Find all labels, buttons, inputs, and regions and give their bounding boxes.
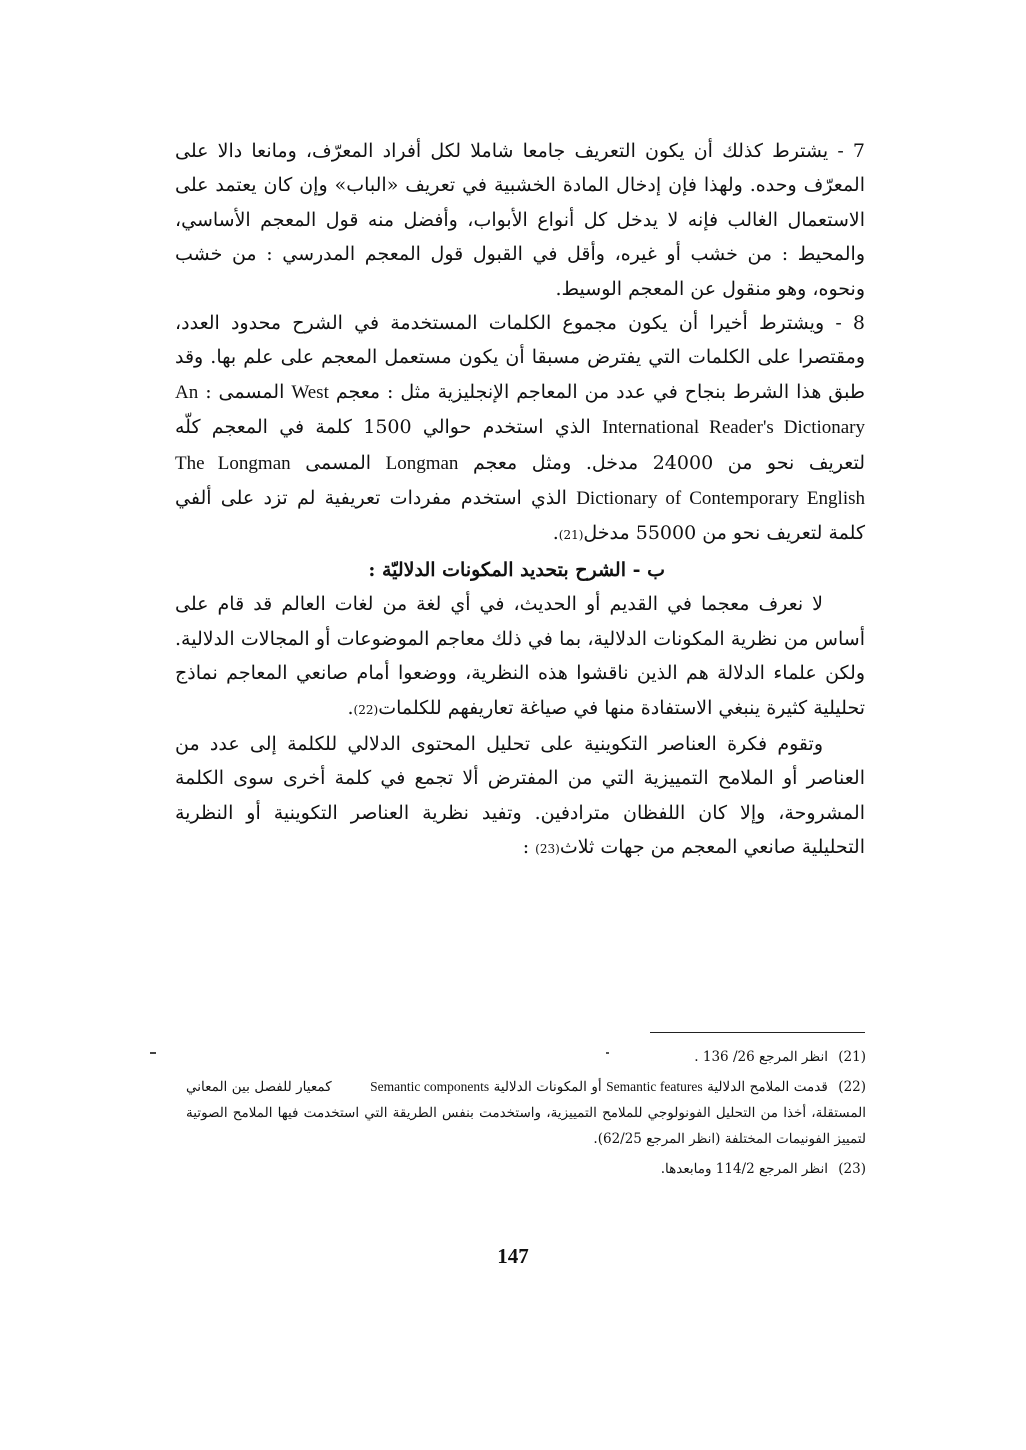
west-dictionary-title: An International Reader's Dictionary — [175, 381, 866, 439]
footnote-22-latin-b: Semantic components — [370, 1079, 490, 1094]
footnote-22-text-a: قدمت الملامح الدلالية — [707, 1079, 828, 1095]
paragraph-b-2-text: وتقوم فكرة العناصر التكوينية على تحليل المحتوى الدلالي للكلمة إلى عدد من العناصر أو الملامح التمييزية التي من المفترض ألا تجمع في كلمة أخرى سوى الكلمة المشروحة، وإلا كان اللفظان مترادفين. وتفيد نظرية العناصر التكوينية أو النظرية التحليلية صانعي المعجم من جهات ثلاث — [175, 732, 865, 859]
footnote-22-text-b: أو المكونات الدلالية — [493, 1079, 602, 1095]
point-8-end: . — [552, 522, 559, 545]
point-8-text-1: 8 - ويشترط أخيرا أن يكون مجموع الكلمات المستخدمة في الشرح محدود العدد، ومقتصرا على الكلمات التي يفترض مسبقا أن يكون مستعمل المعجم على علم بها. وقد طبق هذا الشرط بنجاح في عدد من المعاجم الإنجليزية مثل : معجم — [175, 312, 865, 403]
paragraph-b-2 — [175, 727, 865, 867]
point-8-text-5: الذي استخدم مفردات تعريفية لم تزد على ألفي كلمة لتعريف نحو من 55000 مدخل — [175, 487, 865, 545]
point-8-text-4: المسمى — [305, 451, 372, 474]
longman-dictionary-title: The Longman Dictionary of Contemporary English — [175, 452, 865, 510]
footnote-separator — [650, 1032, 865, 1033]
body-text — [175, 134, 865, 867]
footnote-21-text: انظر المرجع 26/ 136 . — [694, 1049, 828, 1065]
paragraph-b-2-end: : — [522, 836, 536, 859]
footnote-21-number: (21) — [838, 1049, 866, 1065]
footnote-22-latin-a: Semantic features — [606, 1079, 703, 1094]
paragraph-b-1-end: . — [347, 696, 354, 719]
footnote-ref-23: (23) — [535, 842, 560, 857]
page-number: 147 — [497, 1244, 529, 1268]
west-name: West — [291, 381, 329, 403]
point-8-text-3: الذي استخدم حوالي 1500 كلمة في المعجم كلّه لتعريف نحو من 24000 مدخل. ومثل معجم — [175, 416, 865, 474]
footnote-ref-22: (22) — [353, 702, 379, 717]
footnote-23 — [186, 1156, 866, 1182]
footnote-22 — [186, 1074, 866, 1152]
paragraph-b-1 — [175, 587, 865, 727]
footnotes — [186, 1044, 866, 1186]
paragraph-point-8 — [175, 306, 865, 553]
section-heading-b: ب - الشرح بتحديد المكونات الدلاليّة : — [368, 558, 665, 581]
point-8-text-2: المسمى : — [205, 380, 285, 403]
footnote-23-number: (23) — [838, 1161, 866, 1177]
footnote-ref-21: (21) — [558, 528, 584, 543]
footnote-22-number: (22) — [838, 1079, 867, 1095]
paragraph-point-7 — [175, 134, 865, 306]
point-7-text: 7 - يشترط كذلك أن يكون التعريف جامعا شاملا لكل أفراد المعرّف، ومانعا دالا على المعرّف وحده. ولهذا فإن إدخال المادة الخشبية في تعريف «الباب» وإن كان يعتمد على الاستعمال الغالب فإنه لا يدخل كل أنواع الأبواب، وأفضل منه قول المعجم الأساسي، والمحيط : من خشب أو غيره، وأقل في القبول قول المعجم المدرسي : من خشب ونحوه، وهو منقول عن المعجم الوسيط. — [175, 140, 865, 300]
paragraph-b-1-text: لا نعرف معجما في القديم أو الحديث، في أي لغة من لغات العالم قد قام على أساس من نظرية المكونات الدلالية، بما في ذلك معاجم الموضوعات أو المجالات الدلالية. ولكن علماء الدلالة هم الذين ناقشوا هذه النظرية، ووضعوا أمام صانعي المعاجم نماذج تحليلية كثيرة ينبغي الاستفادة منها في صياغة تعاريفهم للكلمات — [175, 593, 865, 719]
footnote-22-continuation: كمعيار للفصل بين المعاني المستقلة، أخذا من التحليل الفونولوجي للملامح التمييزية، واستخدمت بنفس الطريقة التي استخدمت فيها الملامح الصوتية لتمييز الفونيمات المختلفة (انظر المرجع 62/25). — [186, 1079, 866, 1147]
footnote-23-text: انظر المرجع 114/2 ومابعدها. — [660, 1161, 828, 1177]
scan-artifact — [150, 1052, 156, 1054]
longman-name: Longman — [385, 452, 459, 474]
footnote-21 — [186, 1044, 866, 1070]
